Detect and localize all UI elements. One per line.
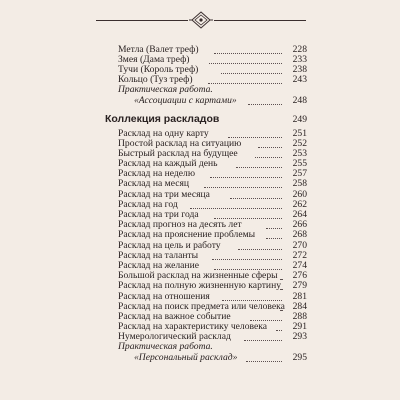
ornament-icon bbox=[188, 10, 214, 30]
leader-dots bbox=[248, 104, 282, 105]
toc-entry-label: Расклад на поиск предмета или человека bbox=[118, 301, 285, 312]
toc-entry-page: 243 bbox=[292, 74, 307, 85]
toc-entry-page: 233 bbox=[292, 54, 307, 65]
toc-entry-label: Расклад на важное событие bbox=[118, 311, 231, 322]
toc-entry-page: 288 bbox=[292, 311, 307, 322]
toc-entry-page: 270 bbox=[292, 240, 307, 251]
toc-entry-label: Расклад на отношения bbox=[118, 291, 210, 302]
toc-entry-page: 264 bbox=[292, 209, 307, 220]
toc-entry[interactable] bbox=[0, 351, 400, 364]
toc-entry-label: Расклад на характеристику человека bbox=[118, 321, 268, 332]
toc-entry-page: 272 bbox=[292, 250, 307, 261]
section-page: 249 bbox=[292, 114, 307, 125]
toc-entry-page: 257 bbox=[292, 168, 307, 179]
leader-dots bbox=[246, 361, 282, 362]
toc-entry-page: 251 bbox=[292, 128, 307, 139]
toc-entry-label: Расклад на три года bbox=[118, 209, 199, 220]
practical-work-line2: «Персональный расклад» bbox=[134, 352, 238, 363]
toc-entry-page: 238 bbox=[292, 64, 307, 75]
toc-entry-label: Расклад на полную жизненную картину bbox=[118, 280, 281, 291]
section-title[interactable]: Коллекция раскладов bbox=[105, 113, 220, 125]
toc-entry-label: Тучи (Король треф) bbox=[118, 64, 199, 75]
toc-entry-page: 266 bbox=[292, 219, 307, 230]
toc-entry-page: 274 bbox=[292, 260, 307, 271]
toc-entry-page: 258 bbox=[292, 178, 307, 189]
toc-entry-page: 276 bbox=[292, 270, 307, 281]
toc-entry-label: Метла (Валет треф) bbox=[118, 44, 199, 55]
toc-entry-label: Большой расклад на жизненные сферы bbox=[118, 270, 278, 281]
practical-work-line2: «Ассоциации с картами» bbox=[134, 95, 237, 106]
toc-entry-page: 293 bbox=[292, 331, 307, 342]
toc-entry-page: 268 bbox=[292, 229, 307, 240]
toc-entry-label: Быстрый расклад на будущее bbox=[118, 148, 238, 159]
toc-entry-label: Расклад на цель и работу bbox=[118, 240, 221, 251]
toc-entry-page: 248 bbox=[292, 95, 307, 106]
toc-entry-page: 262 bbox=[292, 199, 307, 210]
toc-entry-page: 279 bbox=[292, 280, 307, 291]
toc-entry-page: 252 bbox=[292, 138, 307, 149]
toc-entry-page: 228 bbox=[292, 44, 307, 55]
toc-entry-label: Змея (Дама треф) bbox=[118, 54, 190, 65]
toc-entry-label: Расклад на таланты bbox=[118, 250, 199, 261]
toc-entry-page: 295 bbox=[292, 352, 307, 363]
practical-work-line1: Практическая работа. bbox=[118, 341, 213, 352]
toc-entry-page: 281 bbox=[292, 291, 307, 302]
practical-work-line1: Практическая работа. bbox=[118, 84, 213, 95]
toc-entry-label: Расклад на три месяца bbox=[118, 189, 210, 200]
toc-entry-label: Нумерологический расклад bbox=[118, 331, 231, 342]
toc-entry-label: Кольцо (Туз треф) bbox=[118, 74, 193, 85]
toc-entry-page: 255 bbox=[292, 158, 307, 169]
toc-entry-label: Расклад на прояснение проблемы bbox=[118, 229, 256, 240]
toc-entry-label: Расклад на месяц bbox=[118, 178, 190, 189]
toc-entry-page: 291 bbox=[292, 321, 307, 332]
toc-entry[interactable] bbox=[0, 94, 400, 107]
toc-entry-label: Расклад прогноз на десять лет bbox=[118, 219, 242, 230]
toc-entry-label: Расклад на год bbox=[118, 199, 178, 210]
toc-entry-page: 253 bbox=[292, 148, 307, 159]
toc-entry-label: Расклад на неделю bbox=[118, 168, 195, 179]
toc-entry-label: Расклад на одну карту bbox=[118, 128, 209, 139]
toc-entry-page: 284 bbox=[292, 301, 307, 312]
toc-entry-label: Расклад на желание bbox=[118, 260, 199, 271]
toc-entry-label: Расклад на каждый день bbox=[118, 158, 218, 169]
toc-entry-page: 260 bbox=[292, 189, 307, 200]
toc-entry-label: Простой расклад на ситуацию bbox=[118, 138, 242, 149]
